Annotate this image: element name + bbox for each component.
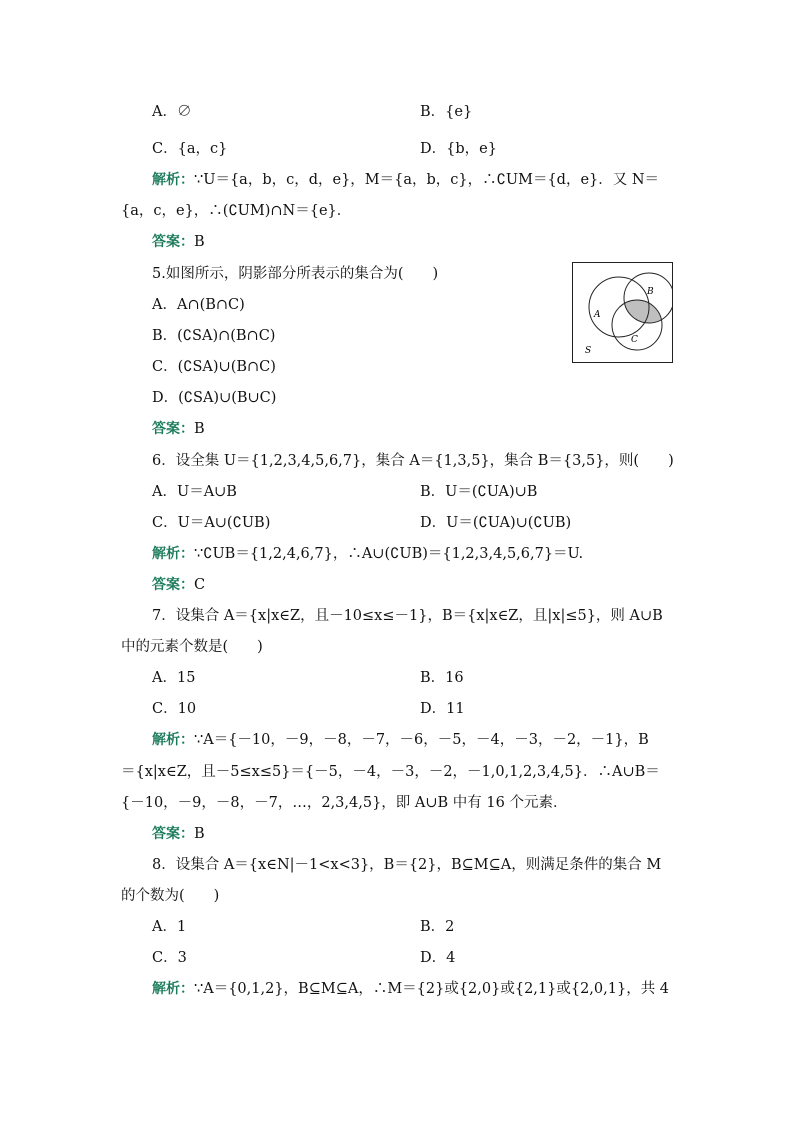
answer-label: 答案： — [152, 826, 194, 842]
q6-stem: 6．设全集 U＝{1,2,3,4,5,6,7}，集合 A＝{1,3,5}，集合 B＝{3,5}，则( ) — [152, 453, 674, 469]
q7-option-c: C．10 — [152, 701, 197, 717]
answer-label: 答案： — [152, 421, 194, 437]
q7-analysis-line-1 — [152, 730, 649, 750]
q6-option-c: C．U＝A∪(∁UB) — [152, 515, 271, 531]
q4-analysis-line-2: {a，c，e}，∴(∁UM)∩N＝{e}． — [121, 203, 352, 219]
q5-answer: B — [194, 421, 205, 437]
answer-label: 答案： — [152, 577, 194, 593]
q6-analysis-text-1: ∵∁UB＝{1,2,4,6,7}，∴A∪(∁UB)＝{1,2,3,4,5,6,7}＝U. — [194, 546, 584, 562]
q4-answer: B — [194, 234, 205, 250]
analysis-label: 解析： — [152, 172, 194, 188]
q6-option-d: D．U＝(∁UA)∪(∁UB) — [420, 515, 572, 531]
q8-option-c: C．3 — [152, 950, 187, 966]
q7-analysis-line-3: {－10，－9，－8，－7，…，2,3,4,5}，即 A∪B 中有 16 个元素． — [121, 795, 568, 811]
label-c: C — [631, 335, 638, 345]
q8-stem-line-1: 8．设集合 A＝{x∈N|－1<x<3}，B＝{2}，B⊆M⊆A，则满足条件的集合 M — [152, 857, 662, 873]
q5-option-b: B．(∁SA)∩(B∩C) — [152, 328, 276, 344]
q8-option-a: A．1 — [152, 919, 187, 935]
analysis-label: 解析： — [152, 546, 194, 562]
q6-option-a: A．U＝A∪B — [152, 484, 237, 500]
q8-option-b: B．2 — [420, 919, 455, 935]
q6-answer: C — [194, 577, 206, 593]
q7-option-d: D．11 — [420, 701, 465, 717]
answer-label: 答案： — [152, 234, 194, 250]
q4-option-c: C．{a，c} — [152, 141, 228, 157]
q5-option-d: D．(∁SA)∪(B∪C) — [152, 390, 277, 406]
q8-analysis-text-1: ∵A＝{0,1,2}，B⊆M⊆A，∴M＝{2}或{2,0}或{2,1}或{2,0,1}，共 4 — [194, 981, 670, 997]
analysis-label: 解析： — [152, 732, 194, 748]
q6-option-b: B．U＝(∁UA)∪B — [420, 484, 538, 500]
venn-diagram — [572, 262, 673, 363]
q5-option-c: C．(∁SA)∪(B∩C) — [152, 359, 276, 375]
q4-option-b: B．{e} — [420, 104, 473, 120]
label-b: B — [647, 287, 654, 297]
q8-stem-line-2: 的个数为( ) — [121, 888, 220, 904]
label-s: S — [585, 346, 592, 356]
q4-option-a: A．∅ — [152, 104, 192, 120]
q4-option-d: D．{b，e} — [420, 141, 497, 157]
q5-answer-line — [152, 419, 205, 439]
q7-analysis-text-1: ∵A＝{－10，－9，－8，－7，－6，－5，－4，－3，－2，－1}，B — [194, 732, 649, 748]
q7-answer: B — [194, 826, 205, 842]
q5-option-a: A．A∩(B∩C) — [152, 297, 245, 313]
q7-option-a: A．15 — [152, 670, 196, 686]
q4-answer-line — [152, 232, 205, 252]
q5-stem: 5.如图所示，阴影部分所表示的集合为( ) — [152, 266, 439, 282]
analysis-label: 解析： — [152, 981, 194, 997]
q8-option-d: D．4 — [420, 950, 456, 966]
q4-analysis-line-1 — [152, 170, 659, 190]
q6-analysis-line-1 — [152, 544, 583, 564]
q7-analysis-line-2: ＝{x|x∈Z，且－5≤x≤5}＝{－5，－4，－3，－2，－1,0,1,2,3,4,5}．∴A∪B＝ — [121, 764, 660, 780]
q4-analysis-text-1: ∵U＝{a，b，c，d，e}，M＝{a，b，c}，∴∁UM＝{d，e}．又 N＝ — [194, 172, 660, 188]
q7-stem-line-1: 7．设集合 A＝{x|x∈Z，且－10≤x≤－1}，B＝{x|x∈Z，且|x|≤5}，则 A∪B — [152, 608, 663, 624]
q7-option-b: B．16 — [420, 670, 464, 686]
label-a: A — [594, 310, 601, 320]
q8-analysis-line-1 — [152, 979, 669, 999]
q7-answer-line — [152, 824, 205, 844]
q6-answer-line — [152, 575, 205, 595]
q7-stem-line-2: 中的元素个数是( ) — [121, 639, 263, 655]
